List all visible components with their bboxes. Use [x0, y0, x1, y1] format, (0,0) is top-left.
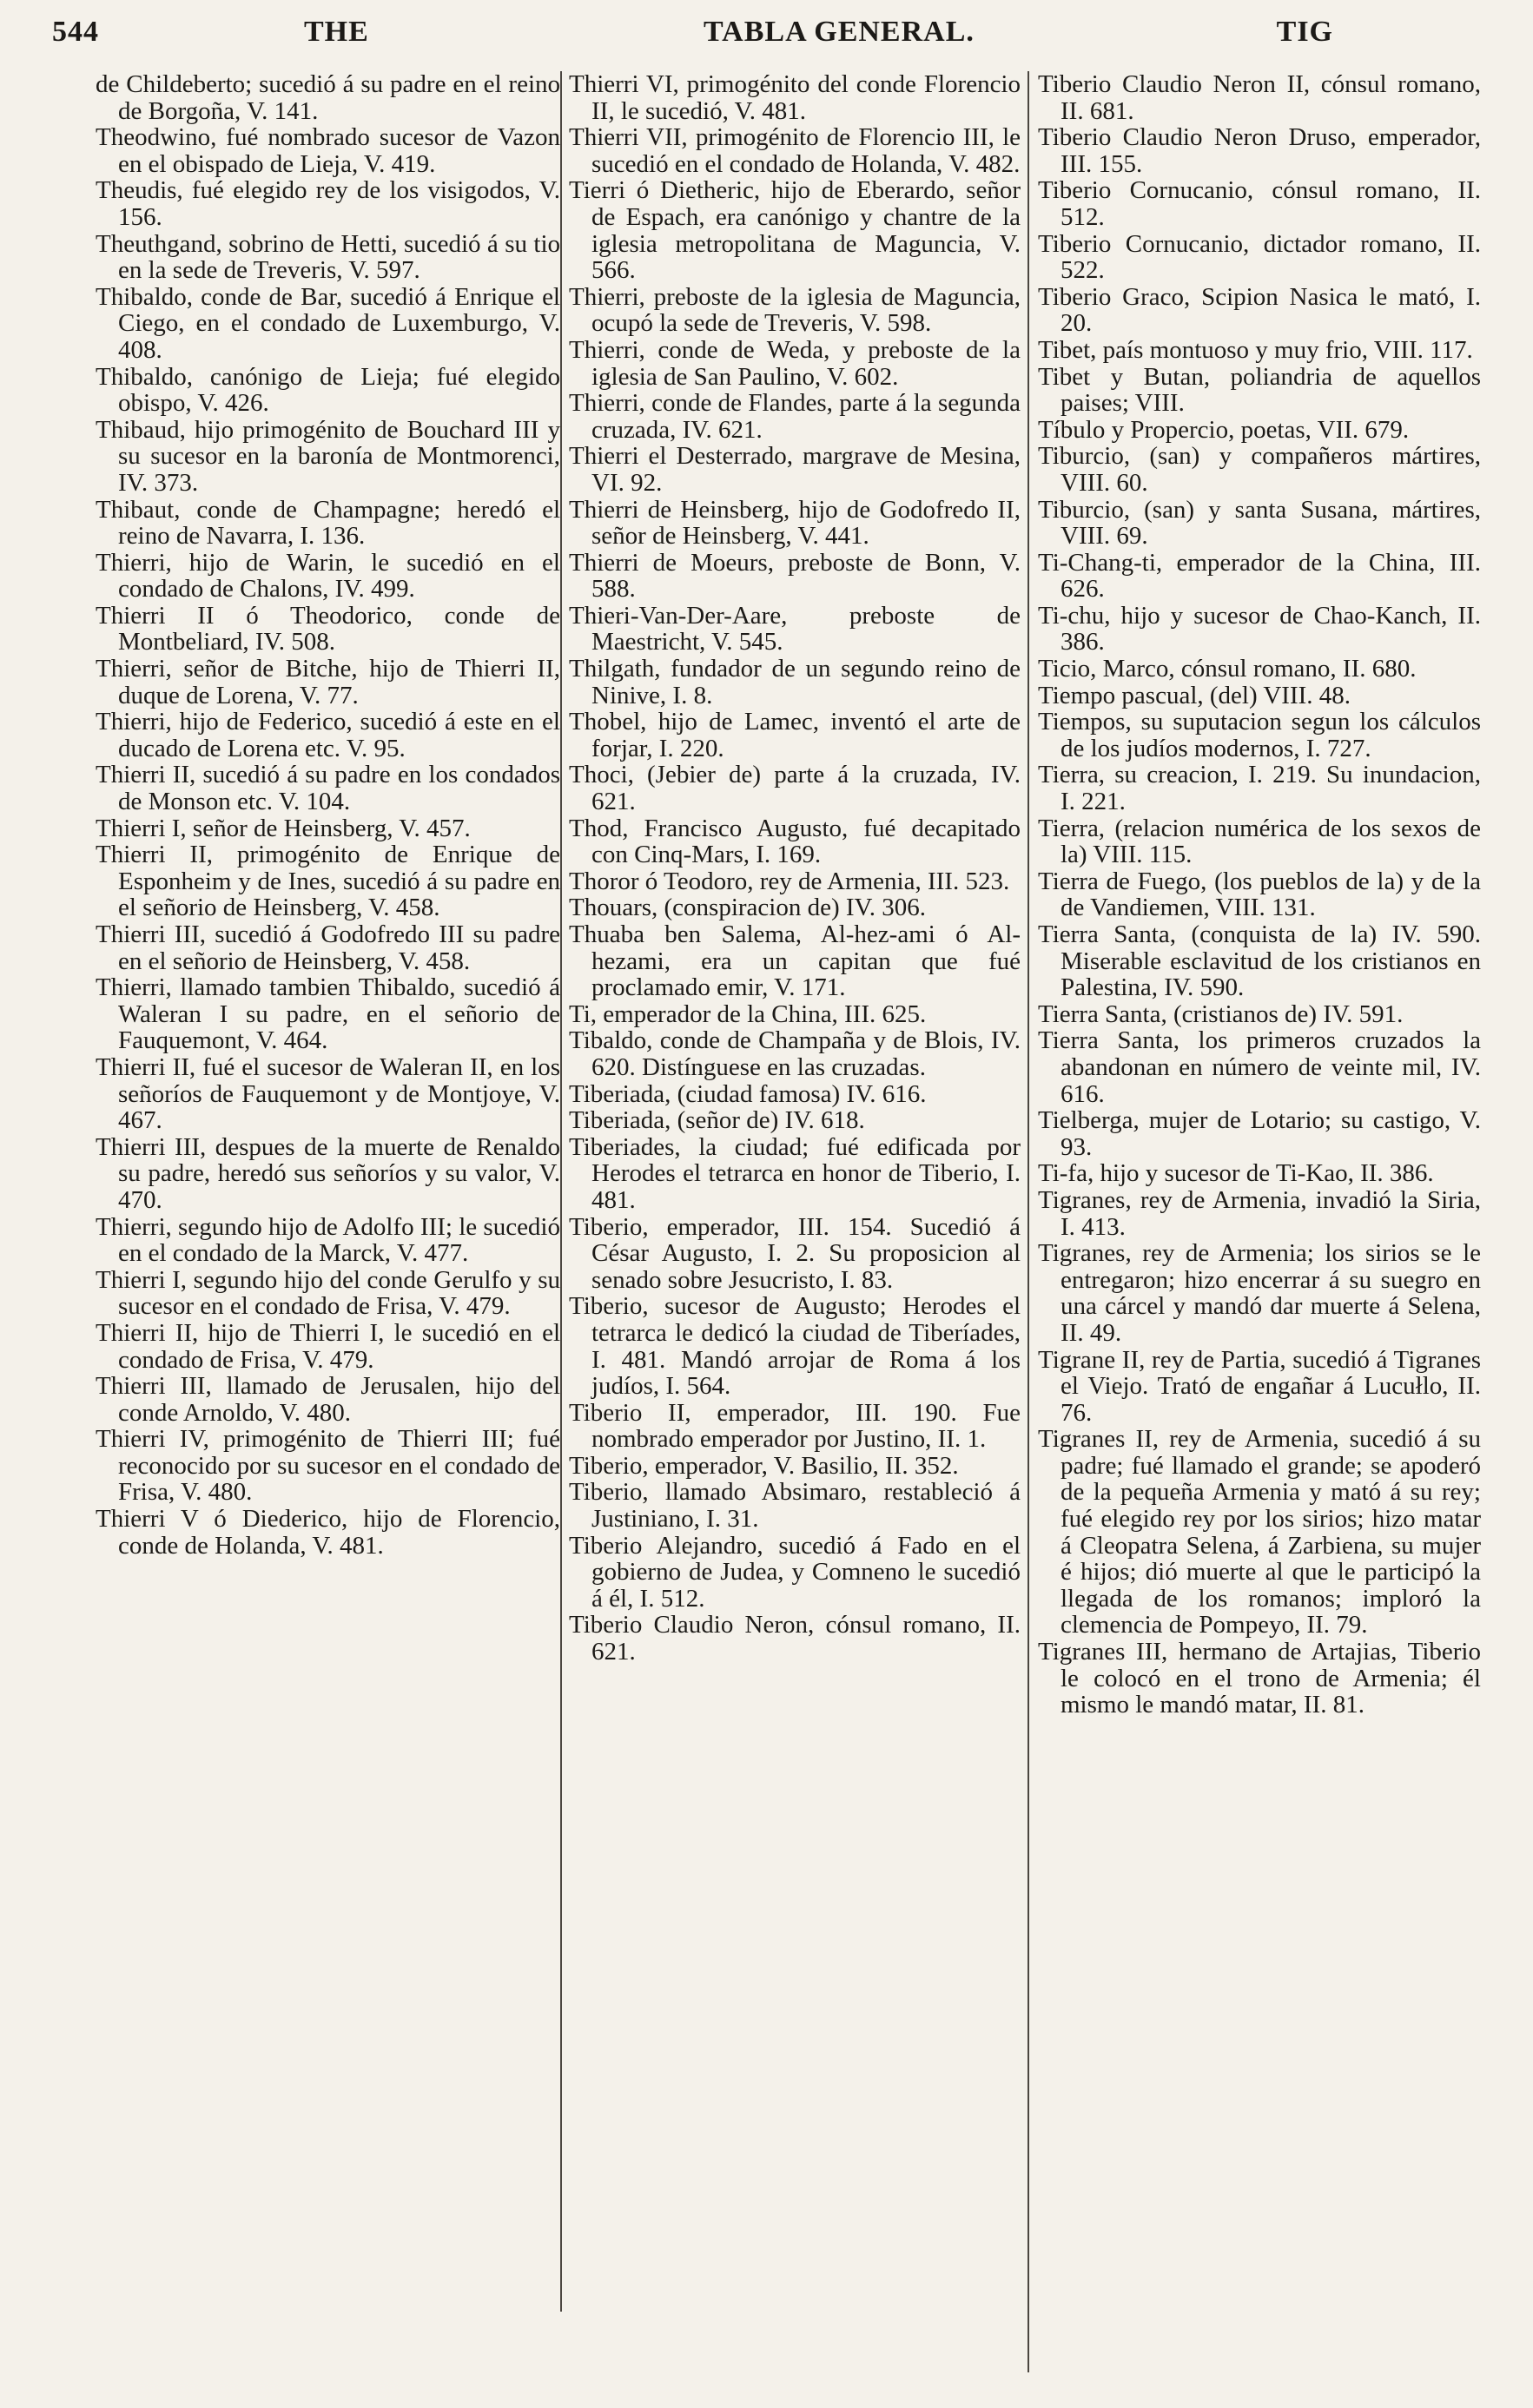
index-entry: Thierri IV, primogénito de Thierri III; fué reconocido por su sucesor en el condado de Frisa, V. 480. — [96, 1425, 560, 1507]
index-entry: Tibet y Butan, poliandria de aquellos paises; VIII. — [1038, 362, 1481, 418]
index-entry: Tiberio, emperador, III. 154. Sucedió á César Augusto, I. 2. Su proposicion al senado sobre Jesucristo, I. 83. — [569, 1212, 1021, 1294]
index-entry: Tiberio II, emperador, III. 190. Fue nombrado emperador por Justino, II. 1. — [569, 1398, 1021, 1454]
index-entry: Tiberio Claudio Neron II, cónsul romano, II. 681. — [1038, 70, 1481, 125]
index-entry: Thierri el Desterrado, margrave de Mesina, VI. 92. — [569, 442, 1021, 497]
index-entry: Tiburcio, (san) y santa Susana, mártires, VIII. 69. — [1038, 495, 1481, 551]
index-entry: Thierri, preboste de la iglesia de Maguncia, ocupó la sede de Treveris, V. 598. — [569, 282, 1021, 338]
index-entry: Ti-fa, hijo y sucesor de Ti-Kao, II. 386. — [1038, 1159, 1434, 1188]
index-entry: Thierri I, segundo hijo del conde Gerulfo y su sucesor en el condado de Frisa, V. 479. — [96, 1265, 560, 1321]
index-entry: Theudis, fué elegido rey de los visigodos, V. 156. — [96, 176, 560, 231]
index-entry: Tiberio Graco, Scipion Nasica le mató, I. 20. — [1038, 282, 1481, 338]
column-rule — [1028, 71, 1029, 2372]
index-column-2 — [569, 71, 1021, 1666]
index-entry: Thoci, (Jebier de) parte á la cruzada, IV. 621. — [569, 761, 1021, 816]
index-entry: Thierri, segundo hijo de Adolfo III; le sucedió en el condado de la Marck, V. 477. — [96, 1212, 560, 1268]
index-entry: Tiberio Cornucanio, dictador romano, II. 522. — [1038, 229, 1481, 285]
index-entry: Ti, emperador de la China, III. 625. — [569, 999, 927, 1028]
index-entry: Tigranes, rey de Armenia, invadió la Siria, I. 413. — [1038, 1185, 1481, 1241]
index-entry: Tibaldo, conde de Champaña y de Blois, IV. 620. Distínguese en las cruzadas. — [569, 1026, 1021, 1081]
index-entry: Tierra, su creacion, I. 219. Su inundacion, I. 221. — [1038, 761, 1481, 816]
index-entry: Tigranes, rey de Armenia; los sirios se le entregaron; hizo encerrar á su suegro en una cárcel y mandó dar muerte á Selena, II. 49. — [1038, 1239, 1481, 1347]
index-entry: Thoror ó Teodoro, rey de Armenia, III. 523. — [569, 867, 1010, 895]
index-entry: Tiberiada, (ciudad famosa) IV. 616. — [569, 1079, 927, 1108]
page-header — [52, 16, 1481, 68]
index-entry: Tiempo pascual, (del) VIII. 48. — [1038, 681, 1351, 709]
index-entry: Thierri VII, primogénito de Florencio III, le sucedió en el condado de Holanda, V. 482. — [569, 123, 1021, 178]
index-entry: Thieri-Van-Der-Aare, preboste de Maestricht, V. 545. — [569, 601, 1021, 656]
index-entry: Tibet, país montuoso y muy frio, VIII. 117. — [1038, 335, 1473, 364]
index-entry: Tiburcio, (san) y compañeros mártires, VIII. 60. — [1038, 442, 1481, 497]
index-entry: Thouars, (conspiracion de) IV. 306. — [569, 894, 926, 922]
page-number: 544 — [52, 16, 99, 48]
index-entry: Tíbulo y Propercio, poetas, VII. 679. — [1038, 415, 1410, 444]
index-entry: Thierri II, primogénito de Enrique de Esponheim y de Ines, sucedió á su padre en el señorio de Heinsberg, V. 458. — [96, 841, 560, 922]
index-entry: Tiberio, llamado Absimaro, restableció á Justiniano, I. 31. — [569, 1478, 1021, 1534]
index-entry: Tierra Santa, los primeros cruzados la abandonan en número de veinte mil, IV. 616. — [1038, 1026, 1481, 1108]
index-entry: Thierri, hijo de Warin, le sucedió en el condado de Chalons, IV. 499. — [96, 548, 560, 604]
index-entry: Theuthgand, sobrino de Hetti, sucedió á su tio en la sede de Treveris, V. 597. — [96, 229, 560, 285]
index-entry: Tigranes II, rey de Armenia, sucedió á su padre; fué llamado el grande; se apoderó de la pequeña Armenia y mató á su rey; fué elegido rey por los sirios; hizo matar á Cleopatra Selena, á Zarbiena, su mujer é hijos; dió muerte al que le participó la llegada de los romanos; imploró la clemencia de Pompeyo, II. 79. — [1038, 1425, 1481, 1639]
index-entry: Thierri I, señor de Heinsberg, V. 457. — [96, 814, 471, 842]
index-entry: Tiberiades, la ciudad; fué edificada por Herodes el tetrarca en honor de Tiberio, I. 481. — [569, 1132, 1021, 1214]
index-entry: Thibaldo, conde de Bar, sucedió á Enrique el Ciego, en el condado de Luxemburgo, V. 408. — [96, 282, 560, 364]
index-entry: Thierri II ó Theodorico, conde de Montbeliard, IV. 508. — [96, 601, 560, 656]
index-entry: Tierra Santa, (cristianos de) IV. 591. — [1038, 999, 1404, 1028]
index-entry: Thierri III, despues de la muerte de Renaldo su padre, heredó sus señoríos y su valor, V. 470. — [96, 1132, 560, 1214]
index-entry: Thierri, llamado tambien Thibaldo, sucedió á Waleran I su padre, en el señorio de Fauquemont, V. 464. — [96, 973, 560, 1055]
index-entry: Theodwino, fué nombrado sucesor de Vazon en el obispado de Lieja, V. 419. — [96, 123, 560, 178]
index-entry: Thierri III, llamado de Jerusalen, hijo del conde Arnoldo, V. 480. — [96, 1372, 560, 1427]
index-entry: Thierri II, sucedió á su padre en los condados de Monson etc. V. 104. — [96, 761, 560, 816]
index-entry: Thierri V ó Diederico, hijo de Florencio, conde de Holanda, V. 481. — [96, 1505, 560, 1560]
index-entry: Thibaldo, canónigo de Lieja; fué elegido obispo, V. 426. — [96, 362, 560, 418]
index-entry: Ti-Chang-ti, emperador de la China, III. 626. — [1038, 548, 1481, 604]
header-right-term: TIG — [1276, 16, 1333, 48]
index-entry: Thuaba ben Salema, Al-hez-ami ó Al-hezami, era un capitan que fué proclamado emir, V. 171. — [569, 920, 1021, 1002]
index-entry: Thierri VI, primogénito del conde Florencio II, le sucedió, V. 481. — [569, 70, 1021, 125]
index-entry: Tiberio Claudio Neron Druso, emperador, III. 155. — [1038, 123, 1481, 178]
index-entry: Thierri III, sucedió á Godofredo III su padre en el señorio de Heinsberg, V. 458. — [96, 920, 560, 975]
index-entry: Thibaut, conde de Champagne; heredó el reino de Navarra, I. 136. — [96, 495, 560, 551]
index-column-1 — [96, 71, 560, 1559]
index-entry: Tiberio Claudio Neron, cónsul romano, II. 621. — [569, 1611, 1021, 1666]
index-entry: Tiberio, sucesor de Augusto; Herodes el tetrarca le dedicó la ciudad de Tiberíades, I. 481. Mandó arrojar de Roma á los judíos, I. 564. — [569, 1292, 1021, 1401]
index-entry: Tierra, (relacion numérica de los sexos de la) VIII. 115. — [1038, 814, 1481, 869]
index-entry: Ti-chu, hijo y sucesor de Chao-Kanch, II. 386. — [1038, 601, 1481, 656]
index-entry: Ticio, Marco, cónsul romano, II. 680. — [1038, 655, 1417, 683]
index-entry: Tierri ó Dietheric, hijo de Eberardo, señor de Espach, era canónigo y chantre de la iglesia metropolitana de Maguncia, V. 566. — [569, 176, 1021, 285]
index-entry: Thilgath, fundador de un segundo reino de Ninive, I. 8. — [569, 655, 1021, 709]
index-entry: Thierri, conde de Weda, y preboste de la iglesia de San Paulino, V. 602. — [569, 335, 1021, 391]
index-entry: Tigrane II, rey de Partia, sucedió á Tigranes el Viejo. Trató de engañar á Lucułlo, II. 76. — [1038, 1345, 1481, 1427]
index-entry: Thobel, hijo de Lamec, inventó el arte de forjar, I. 220. — [569, 708, 1021, 762]
index-column-3 — [1038, 71, 1481, 1719]
index-entry: Thibaud, hijo primogénito de Bouchard III y su sucesor en la baronía de Montmorenci, IV. 373. — [96, 415, 560, 497]
index-entry: Thierri de Moeurs, preboste de Bonn, V. 588. — [569, 548, 1021, 604]
index-entry: Thierri, conde de Flandes, parte á la segunda cruzada, IV. 621. — [569, 389, 1021, 444]
index-entry: Tielberga, mujer de Lotario; su castigo, V. 93. — [1038, 1106, 1481, 1161]
index-entry: Thierri de Heinsberg, hijo de Godofredo II, señor de Heinsberg, V. 441. — [569, 495, 1021, 551]
index-entry: Tiberiada, (señor de) IV. 618. — [569, 1106, 865, 1135]
running-title: TABLA GENERAL. — [704, 16, 975, 48]
index-entry: Tiberio, emperador, V. Basilio, II. 352. — [569, 1451, 959, 1480]
column-rule — [560, 71, 562, 2312]
index-entry: de Childeberto; sucedió á su padre en el reino de Borgoña, V. 141. — [96, 70, 560, 125]
index-entry: Tigranes III, hermano de Artajias, Tiberio le colocó en el trono de Armenia; él mismo le mandó matar, II. 81. — [1038, 1638, 1481, 1719]
index-entry: Tiberio Cornucanio, cónsul romano, II. 512. — [1038, 176, 1481, 231]
index-entry: Tierra de Fuego, (los pueblos de la) y de la de Vandiemen, VIII. 131. — [1038, 867, 1481, 922]
index-entry: Thierri, señor de Bitche, hijo de Thierri II, duque de Lorena, V. 77. — [96, 655, 560, 709]
index-entry: Tiberio Alejandro, sucedió á Fado en el gobierno de Judea, y Comneno le sucedió á él, I. 512. — [569, 1531, 1021, 1613]
index-entry: Thod, Francisco Augusto, fué decapitado con Cinq-Mars, I. 169. — [569, 814, 1021, 869]
index-entry: Tiempos, su suputacion segun los cálculos de los judíos modernos, I. 727. — [1038, 708, 1481, 762]
index-entry: Thierri, hijo de Federico, sucedió á este en el ducado de Lorena etc. V. 95. — [96, 708, 560, 762]
index-entry: Thierri II, fué el sucesor de Waleran II, en los señoríos de Fauquemont y de Montjoye, V. 467. — [96, 1052, 560, 1135]
index-entry: Tierra Santa, (conquista de la) IV. 590. Miserable esclavitud de los cristianos en Palestina, IV. 590. — [1038, 920, 1481, 1002]
header-left-term: THE — [304, 16, 369, 48]
index-entry: Thierri II, hijo de Thierri I, le sucedió en el condado de Frisa, V. 479. — [96, 1318, 560, 1374]
